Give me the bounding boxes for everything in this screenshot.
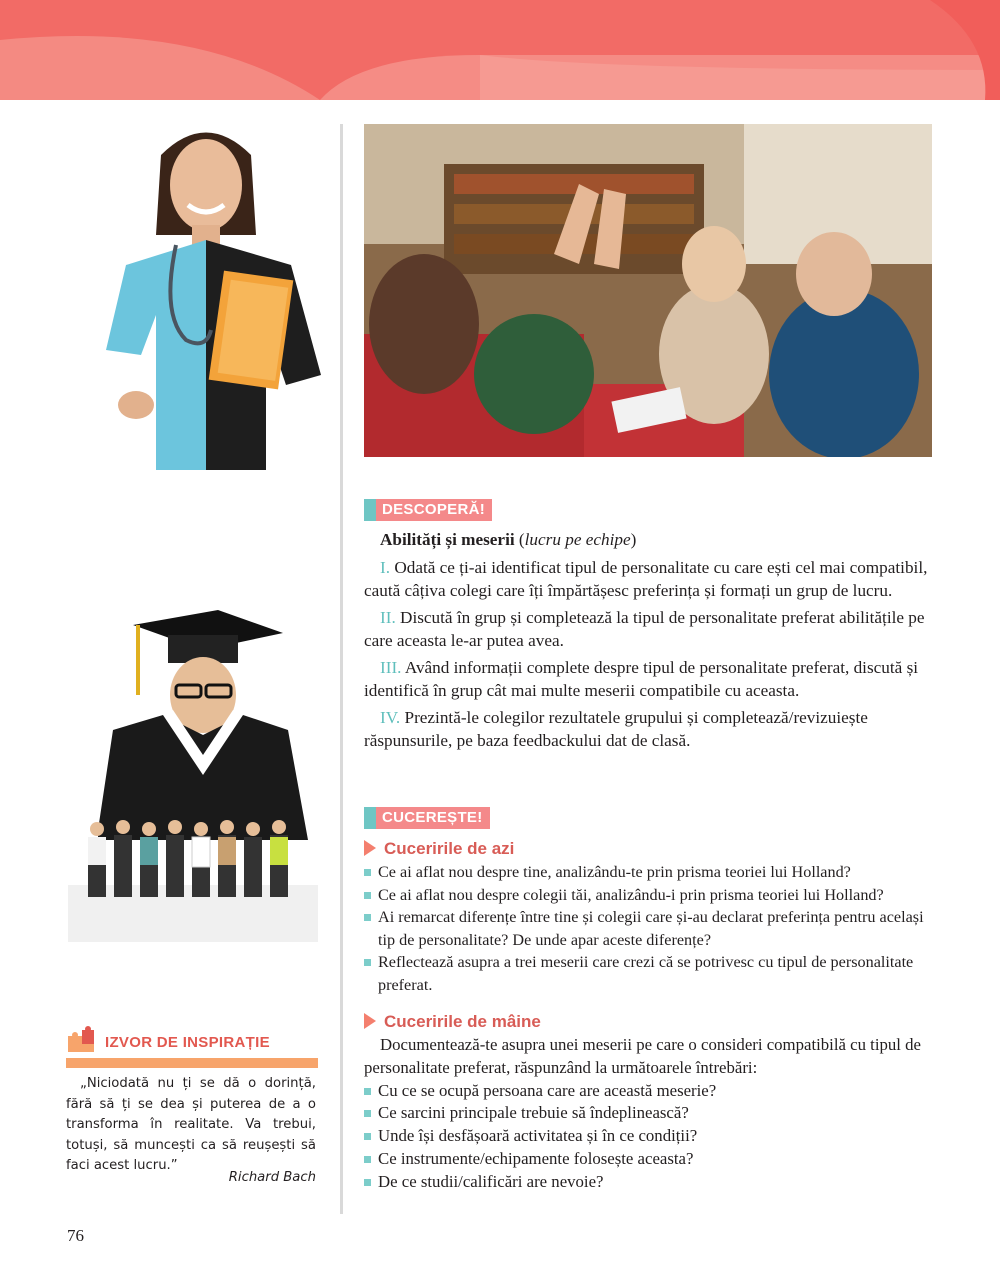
nurse-business-woman-image	[66, 115, 326, 470]
list-item: Reflectează asupra a trei meserii care crezi că se potrivesc cu tipul de personalitate preferat.	[364, 951, 934, 996]
descopera-item: IV. Prezintă-le colegilor rezultatele grupului și completează/revizuiește răspunsurile, pe baza feedbackului dat de clasă.	[364, 708, 868, 750]
descopera-item: III. Având informații complete despre tipul de personalitate preferat, discută și identifică în grup cât mai multe meserii compatibile cu aceasta.	[364, 658, 919, 700]
list-item: Ai remarcat diferențe între tine și colegii care și-au declarat preferința pentru același tip de personalitate? De unde apar aceste diferențe?	[364, 906, 934, 951]
page-number: 76	[67, 1226, 84, 1245]
list-item: Ce instrumente/echipamente folosește aceasta?	[364, 1148, 934, 1171]
inspiration-title: IZVOR DE INSPIRAȚIE	[105, 1034, 270, 1051]
cucereste-label: CUCEREȘTE!	[364, 807, 490, 829]
students-high-five-image	[364, 124, 932, 457]
list-item: Unde își desfășoară activitatea și în ce condiții?	[364, 1125, 934, 1148]
list-item: Cu ce se ocupă persoana care are această meserie?	[364, 1080, 934, 1103]
list-item: Ce sarcini principale trebuie să îndeplinească?	[364, 1102, 934, 1125]
triangle-icon	[364, 1013, 376, 1029]
maine-intro: Documentează-te asupra unei meserii pe care o consideri compatibilă cu tipul de personalitate preferat, răspunzând la următoarele întrebări:	[364, 1035, 921, 1077]
cucerirea-azi-heading: Cuceririle de azi	[364, 839, 514, 859]
cucerirea-azi-list	[364, 861, 934, 996]
inspiration-author: Richard Bach	[228, 1170, 316, 1185]
inspiration-bar	[66, 1058, 318, 1068]
list-item: Ce ai aflat nou despre colegii tăi, analizându-i prin prisma teoriei lui Holland?	[364, 884, 934, 907]
descopera-label: DESCOPERĂ!	[364, 499, 492, 521]
list-item: De ce studii/calificări are nevoie?	[364, 1171, 934, 1194]
cucerirea-maine-content	[364, 1034, 934, 1194]
graduate-workers-image	[68, 605, 318, 942]
descopera-content	[364, 528, 934, 756]
puzzle-icon	[66, 1026, 100, 1056]
descopera-title: Abilități și meserii (lucru pe echipe)	[380, 530, 637, 549]
column-divider	[340, 124, 343, 1214]
descopera-item: I. Odată ce ți-ai identificat tipul de personalitate cu care ești cel mai compatibil, caută câțiva colegi care îți împărtășesc preferința și formați un grup de lucru.	[364, 558, 928, 600]
list-item: Ce ai aflat nou despre tine, analizându-te prin prisma teoriei lui Holland?	[364, 861, 934, 884]
inspiration-quote: „Niciodată nu ți se dă o dorință, fără să ți se dea și puterea de a o transforma în realitate. Va trebui, totuși, să muncești ca să reușești să faci acest lucru.”	[66, 1076, 316, 1173]
descopera-item: II. Discută în grup și completează la tipul de personalitate preferat abilitățile pe care aceasta le-ar putea avea.	[364, 608, 925, 650]
header-band	[0, 0, 1000, 100]
cucerirea-maine-heading: Cuceririle de mâine	[364, 1012, 541, 1032]
triangle-icon	[364, 840, 376, 856]
